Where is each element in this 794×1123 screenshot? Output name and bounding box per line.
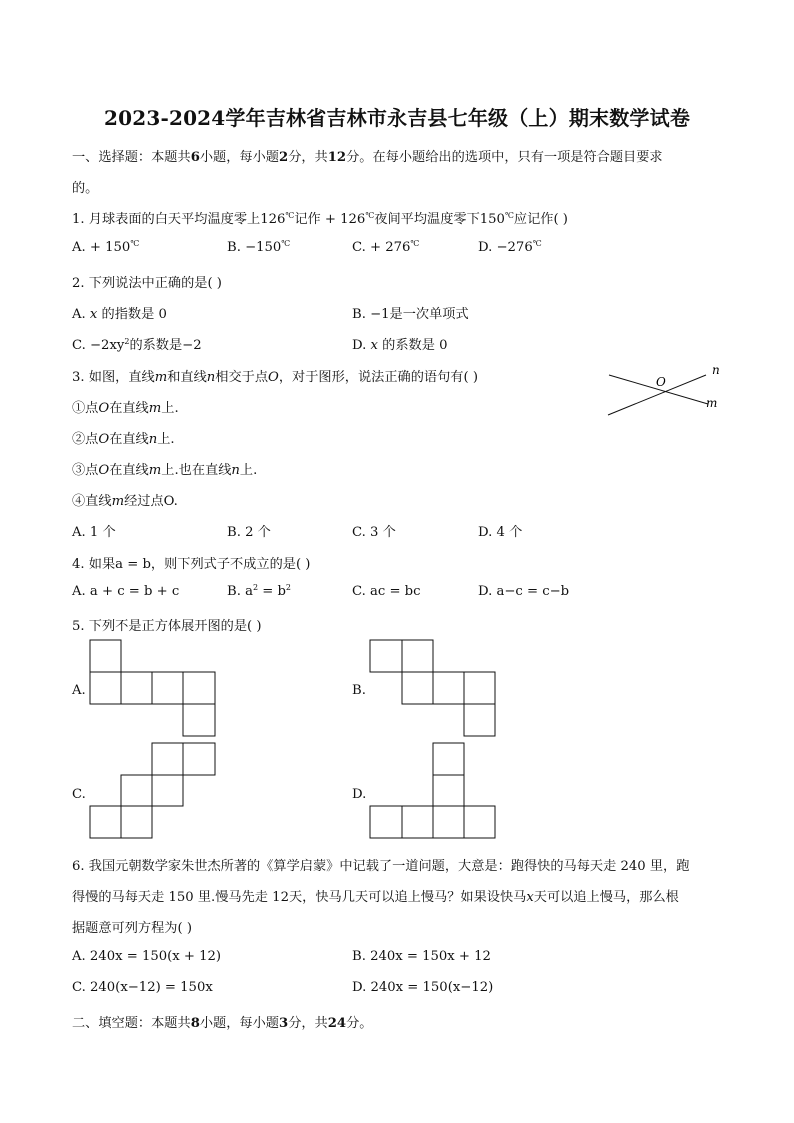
q6-option-b[interactable]: B. 240x = 150x + 12 bbox=[352, 949, 491, 964]
question-6-stem-line-2: 得慢的马每天走 150 里.慢马先走 12天，快马几天可以追上慢马？如果设快马x天可以追上慢马，那么根 bbox=[72, 890, 679, 905]
q4-option-a[interactable]: A. a + c = b + c bbox=[72, 584, 180, 599]
section-1-text: 分。在每小题给出的选项中，只有一项是符合题目要求 bbox=[346, 150, 663, 165]
q5-option-a-label[interactable]: A. bbox=[72, 683, 86, 698]
question-6-stem-line-3: 据题意可列方程为( ) bbox=[72, 921, 192, 936]
q1-unit: ℃ bbox=[285, 211, 295, 220]
section-1-text: 一、选择题：本题共 bbox=[72, 150, 191, 165]
cube-net-c[interactable] bbox=[89, 742, 219, 842]
q1-option-d[interactable]: D. −276℃ bbox=[478, 239, 542, 255]
cube-net-d[interactable] bbox=[369, 742, 499, 842]
q2-option-c[interactable]: C. $-2xy^2$的系数是−2 bbox=[72, 337, 202, 353]
q6-option-a[interactable]: A. 240x = 150(x + 12) bbox=[72, 949, 222, 964]
q1-unit: ℃ bbox=[365, 211, 375, 220]
question-1-stem bbox=[72, 208, 568, 227]
line-m-label: m bbox=[706, 396, 718, 410]
section-1-points: 2 bbox=[279, 150, 289, 165]
q1-text: 记作 + 126 bbox=[294, 212, 366, 227]
q3-option-b[interactable]: B. 2 个 bbox=[227, 525, 271, 540]
question-4-stem: 4. 如果a = b，则下列式子不成立的是( ) bbox=[72, 557, 311, 572]
q3-statement-4: ④直线m经过点O. bbox=[72, 494, 178, 509]
q1-option-b[interactable]: B. −150℃ bbox=[227, 239, 291, 255]
cube-net-b[interactable] bbox=[369, 639, 499, 739]
q2-option-b[interactable]: B. −1是一次单项式 bbox=[352, 307, 469, 322]
q4-option-d[interactable]: D. a−c = c−b bbox=[478, 584, 570, 599]
section-1-header bbox=[72, 146, 663, 165]
q1-text: 应记作( ) bbox=[513, 212, 568, 227]
q1-option-a[interactable]: A. + 150℃ bbox=[72, 239, 140, 255]
q1-option-c[interactable]: C. + 276℃ bbox=[352, 239, 420, 255]
q3-statement-2: ②点O在直线n上. bbox=[72, 432, 175, 447]
q5-option-d-label[interactable]: D. bbox=[352, 787, 367, 802]
section-1-count: 6 bbox=[190, 150, 200, 165]
q5-option-c-label[interactable]: C. bbox=[72, 787, 86, 802]
question-3-stem: 3. 如图，直线m和直线n相交于点O，对于图形，说法正确的语句有( ) bbox=[72, 370, 478, 385]
q3-option-a[interactable]: A. 1 个 bbox=[72, 525, 116, 540]
q3-statement-3: ③点O在直线m上.也在直线n上. bbox=[72, 463, 258, 478]
page-title: 2023-2024学年吉林省吉林市永吉县七年级（上）期末数学试卷 bbox=[103, 106, 691, 130]
q6-option-c[interactable]: C. 240(x−12) = 150x bbox=[72, 980, 213, 995]
section-1-header-cont: 的。 bbox=[72, 181, 99, 196]
section-1-text: 分，共 bbox=[288, 150, 328, 165]
q1-text: 1. 月球表面的白天平均温度零上126 bbox=[72, 212, 286, 227]
q3-option-c[interactable]: C. 3 个 bbox=[352, 525, 396, 540]
question-5-stem: 5. 下列不是正方体展开图的是( ) bbox=[72, 619, 262, 634]
q4-option-b[interactable]: B. $a^2 = b^2$ bbox=[227, 583, 292, 599]
q2-option-a[interactable]: A. x 的指数是 0 bbox=[72, 307, 167, 322]
point-o-label: O bbox=[656, 375, 666, 389]
q2-option-d[interactable]: D. x 的系数是 0 bbox=[352, 338, 448, 353]
cube-net-a[interactable] bbox=[89, 639, 219, 739]
q3-statement-1: ①点O在直线m上. bbox=[72, 401, 179, 416]
q1-text: 夜间平均温度零下150 bbox=[374, 212, 505, 227]
question-2-stem: 2. 下列说法中正确的是( ) bbox=[72, 276, 222, 291]
section-1-text: 小题，每小题 bbox=[199, 150, 279, 165]
question-6-stem-line-1: 6. 我国元朝数学家朱世杰所著的《算学启蒙》中记载了一道问题，大意是：跑得快的马每天走 240 里，跑 bbox=[72, 859, 690, 874]
q4-option-c[interactable]: C. ac = bc bbox=[352, 584, 421, 599]
section-2-header: 二、填空题：本题共8小题，每小题3分，共24分。 bbox=[72, 1016, 373, 1031]
q6-option-d[interactable]: D. 240x = 150(x−12) bbox=[352, 980, 494, 995]
intersecting-lines-figure bbox=[600, 362, 740, 422]
q3-option-d[interactable]: D. 4 个 bbox=[478, 525, 523, 540]
section-1-total: 12 bbox=[327, 150, 347, 165]
line-n-label: n bbox=[712, 363, 720, 377]
q1-unit: ℃ bbox=[504, 211, 514, 220]
q5-option-b-label[interactable]: B. bbox=[352, 683, 366, 698]
